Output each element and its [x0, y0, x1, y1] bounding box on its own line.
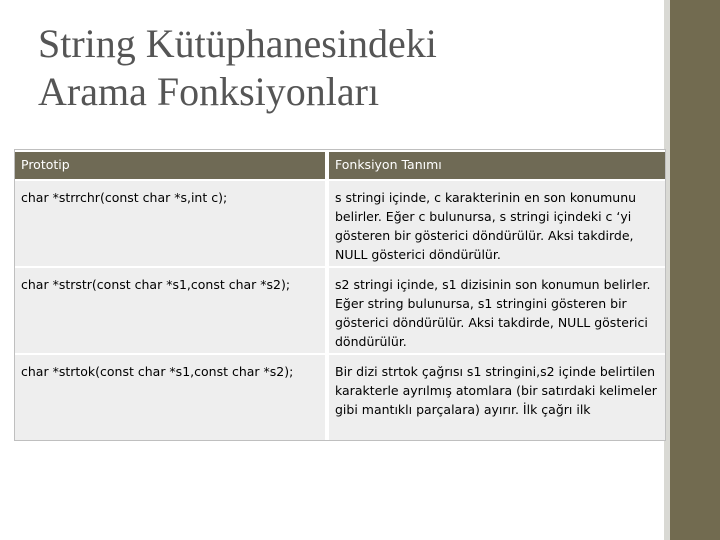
table-header-row [15, 151, 665, 180]
cell-prototype: char *strstr(const char *s1,const char *s2); [15, 267, 327, 354]
cell-description: Bir dizi strtok çağrısı s1 stringini,s2 içinde belirtilen karakterle ayrılmış atomlara (bir satırdaki kelimeler gibi mantıklı parçalara) ayırır. İlk çağrı ilk [327, 354, 665, 440]
cell-description: s2 stringi içinde, s1 dizisinin son konumun belirler. Eğer string bulunursa, s1 stringini gösteren bir gösterici döndürülür. Aksi takdirde, NULL gösterici döndürülür. [327, 267, 665, 354]
slide-title-line-1: String Kütüphanesindeki [38, 21, 437, 66]
function-table [15, 150, 665, 440]
cell-prototype: char *strtok(const char *s1,const char *s2); [15, 354, 327, 440]
table-row [15, 267, 665, 354]
accent-bar [670, 0, 720, 540]
header-prototype: Prototip [15, 151, 327, 180]
cell-prototype: char *strrchr(const char *s,int c); [15, 180, 327, 267]
header-description: Fonksiyon Tanımı [327, 151, 665, 180]
table-row [15, 180, 665, 267]
slide-title-line-2: Arama Fonksiyonları [38, 69, 380, 114]
cell-description: s stringi içinde, c karakterinin en son konumunu belirler. Eğer c bulunursa, s stringi içindeki c ‘yi gösteren bir gösterici döndürülür. Aksi takdirde, NULL gösterici döndürülür. [327, 180, 665, 267]
table-row [15, 354, 665, 440]
slide-title [38, 20, 658, 116]
